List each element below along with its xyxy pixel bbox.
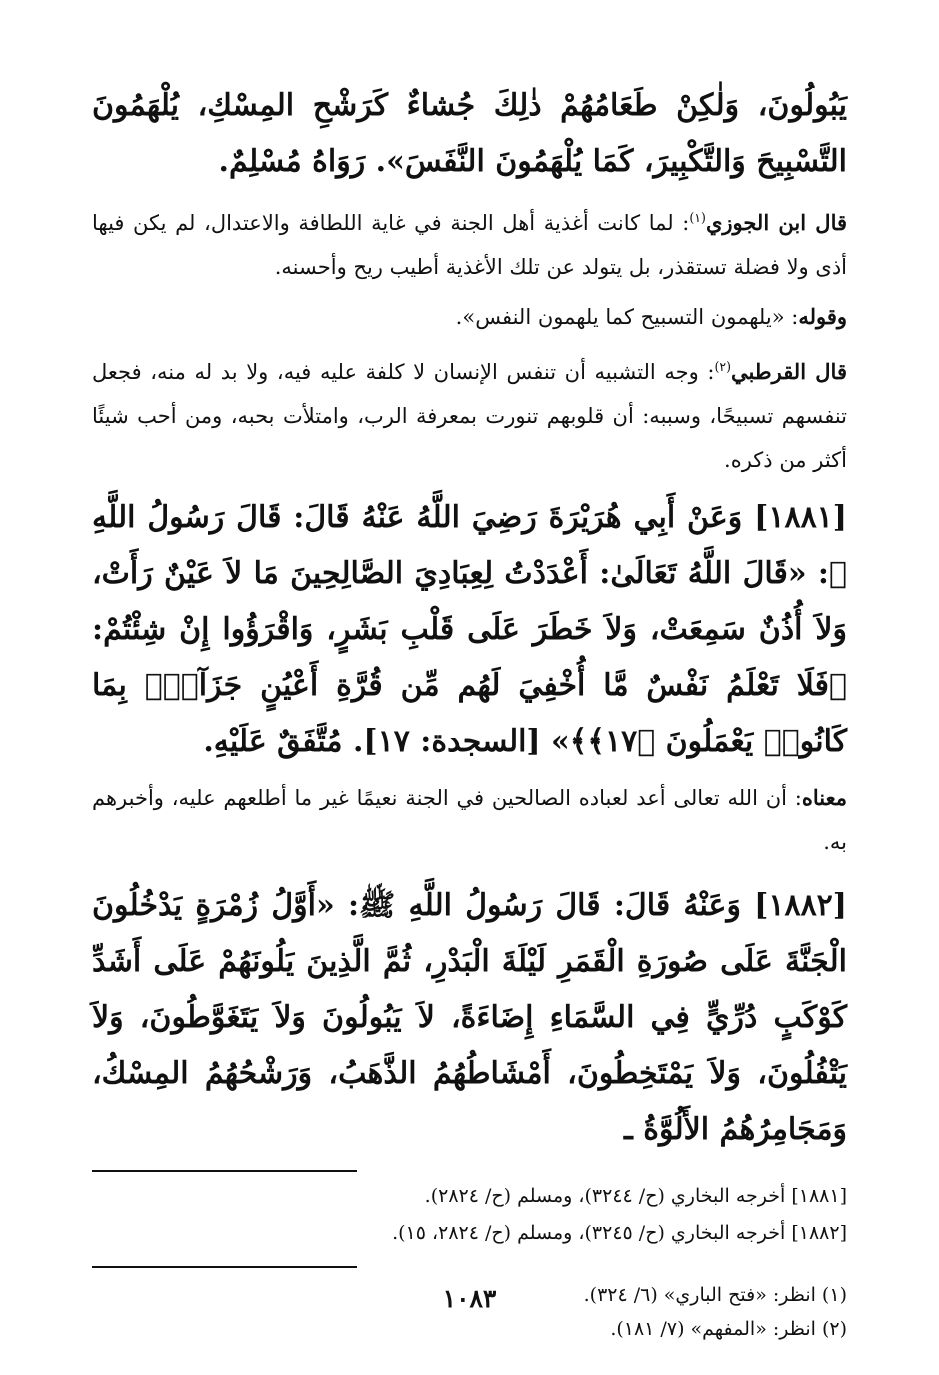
page-number: ١٠٨٣ [442, 1284, 497, 1313]
commentary-label: قال ابن الجوزي [705, 210, 848, 235]
footnote-ref: (١) [689, 210, 706, 225]
commentary-label: قال القرطبي [731, 359, 847, 384]
commentary-ibn-aljawzi [92, 196, 847, 289]
takhrij-item: [١٨٨١] أخرجه البخاري (ح/ ٣٢٤٤)، ومسلم (ح/ ٢٨٢٤). [424, 1185, 847, 1207]
hadith-continuation: يَبُولُونَ، وَلٰكِنْ طَعَامُهُمْ ذٰلِكَ جُشاءٌ كَرَشْحِ المِسْكِ، يُلْهَمُونَ التَّسْبِيحَ وَالتَّكْبِيرَ، كَمَا يُلْهَمُونَ النَّفَسَ». رَوَاهُ مُسْلِمٌ. [92, 88, 847, 179]
commentary-al-qurtubi [92, 345, 847, 482]
page-body [92, 78, 847, 1346]
hadith-1881: [١٨٨١] وَعَنْ أَبِي هُرَيْرَةَ رَضِيَ اللَّهُ عَنْهُ قَالَ: قَالَ رَسُولُ اللَّهِ ﷺ: «قَالَ اللَّهُ تَعَالَىٰ: أَعْدَدْتُ لِعِبَادِيَ الصَّالِحِينَ مَا لاَ عَيْنٌ رَأَتْ، وَلاَ أُذُنٌ سَمِعَتْ، وَلاَ خَطَرَ عَلَى قَلْبِ بَشَرٍ، وَاقْرَؤُوا إِنْ شِئْتُمْ: ﴿فَلَا تَعْلَمُ نَفْسٌ مَّا أُخْفِيَ لَهُم مِّن قُرَّةِ أَعْيُنٍ جَزَآءًۢ بِمَا كَانُوا۟ يَعْمَلُونَ ﴿١٧﴾﴾» [السجدة: ١٧]. مُتَّفَقٌ عَلَيْهِ. [92, 500, 847, 759]
takhrij-item: [١٨٨٢] أخرجه البخاري (ح/ ٣٢٤٥)، ومسلم (ح/ ٢٨٢٤، ١٥). [392, 1222, 847, 1244]
commentary-label: معناه [801, 785, 847, 810]
commentary-text: : «يلهمون التسبيح كما يلهمون النفس». [455, 305, 799, 329]
commentary-text: : لما كانت أغذية أهل الجنة في غاية اللطافة والاعتدال، لم يكن فيها أذى ولا فضلة تستقذر، بل يتولد عن تلك الأغذية أطيب ريح وأحسنه. [92, 211, 847, 279]
footnote-item: (٢) انظر: «المفهم» (٧/ ١٨١). [610, 1318, 847, 1340]
commentary-label: وقوله [798, 304, 847, 329]
takhrij-divider [92, 1170, 357, 1172]
takhrij-list [92, 1178, 847, 1252]
commentary-text: : وجه التشبيه أن تنفس الإنسان لا كلفة عليه فيه، ولا بد له منه، فجعل تنفسهم تسبيحًا، وسببه: أن قلوبهم تنورت بمعرفة الرب، وامتلأت بحبه، ومن أحب شيئًا أكثر من ذكره. [92, 360, 847, 472]
footnote-ref: (٢) [714, 359, 732, 374]
commentary-meaning [92, 776, 847, 864]
commentary-text: : أن الله تعالى أعد لعباده الصالحين في الجنة نعيمًا غير ما أطلعهم عليه، وأخبرهم به. [92, 786, 847, 854]
footnote-item: (١) انظر: «فتح الباري» (٦/ ٣٢٤). [583, 1284, 847, 1306]
hadith-1882: [١٨٨٢] وَعَنْهُ قَالَ: قَالَ رَسُولُ اللَّهِ ﷺ: «أَوَّلُ زُمْرَةٍ يَدْخُلُونَ الْجَنَّةَ عَلَى صُورَةِ الْقَمَرِ لَيْلَةَ الْبَدْرِ، ثُمَّ الَّذِينَ يَلُونَهُمْ عَلَى أَشَدِّ كَوْكَبٍ دُرِّيٍّ فِي السَّمَاءِ إِضَاءَةً، لاَ يَبُولُونَ وَلاَ يَتَغَوَّطُونَ، وَلاَ يَتْفُلُونَ، وَلاَ يَمْتَخِطُونَ، أَمْشَاطُهُمُ الذَّهَبُ، وَرَشْحُهُمُ المِسْكُ، وَمَجَامِرُهُمُ الأَلُوَّةُ ـ [92, 888, 847, 1147]
footnotes-divider [92, 1266, 357, 1268]
commentary-wa-qawluhu [92, 295, 847, 339]
